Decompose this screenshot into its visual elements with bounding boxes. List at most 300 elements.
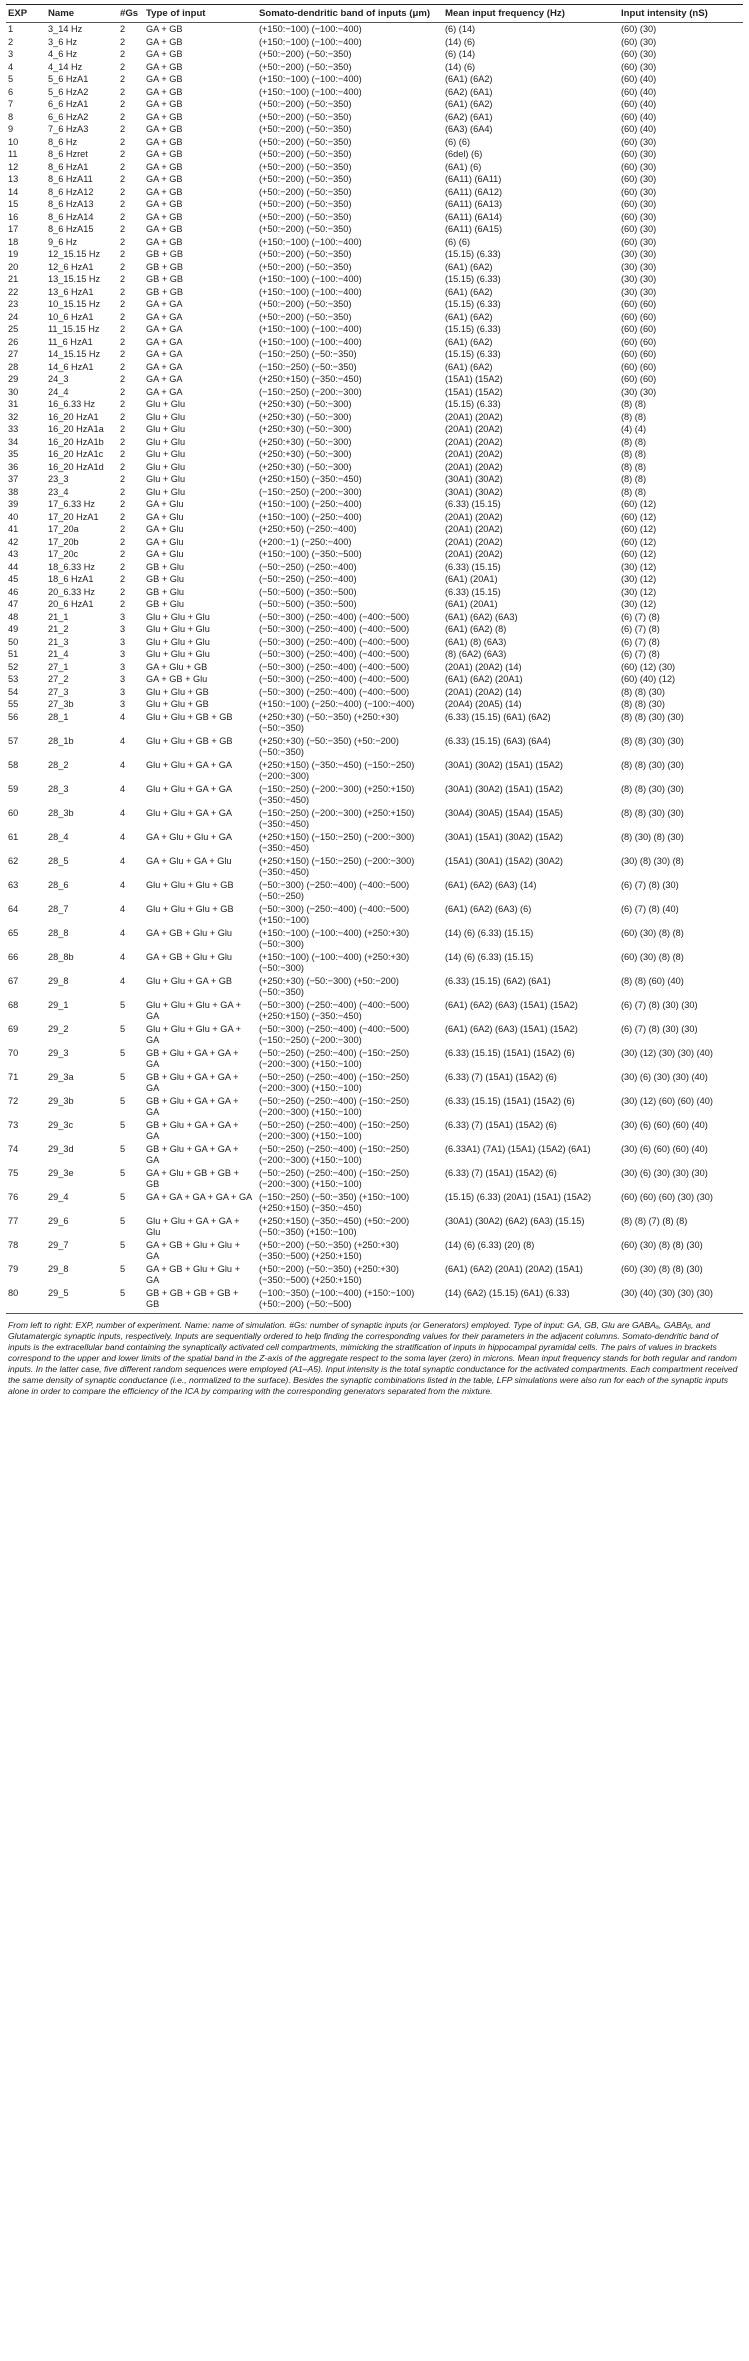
table-row: [6, 198, 743, 211]
cell-somato-dendritic-band: (−50:−250) (−250:−400) (−150:−250) (−200:−300) (+150:−100): [259, 1119, 410, 1141]
cell-exp: 34: [8, 436, 19, 447]
table-row: [6, 759, 743, 783]
cell-type-of-input: Glu + Glu + Glu + GB: [146, 903, 234, 914]
cell-name: 23_3: [48, 474, 69, 484]
cell-mean-input-frequency: (6A1) (6A2) (6A3) (6): [445, 903, 532, 914]
cell-exp: 71: [8, 1071, 19, 1082]
cell-gs: 5: [120, 1239, 126, 1250]
cell-mean-input-frequency: (6.33) (15.15) (6A1) (6A2): [445, 711, 551, 722]
cell-type-of-input: GA + Glu: [146, 524, 184, 534]
cell-input-intensity: (60) (60): [621, 299, 657, 309]
table-row: [6, 286, 743, 299]
cell-mean-input-frequency: (6A1) (6A2): [445, 74, 493, 84]
table-row: [6, 686, 743, 699]
header-somato-dendritic-band: Somato-dendritic band of inputs (μm): [257, 5, 443, 23]
cell-name: 28_1: [48, 711, 69, 722]
table-row: [6, 975, 743, 999]
cell-type-of-input: Glu + Glu + Glu + GA + GA: [146, 999, 241, 1021]
cell-name: 21_4: [48, 649, 69, 659]
cell-name: 3_6 Hz: [48, 36, 78, 47]
cell-somato-dendritic-band: (−50:−300) (−250:−400) (−400:−500): [259, 636, 410, 647]
cell-mean-input-frequency: (15A1) (15A2): [445, 386, 503, 397]
cell-gs: 4: [120, 735, 126, 746]
cell-input-intensity: (60) (30): [621, 199, 657, 209]
cell-input-intensity: (60) (40): [621, 111, 657, 122]
cell-exp: 80: [6, 1287, 46, 1314]
cell-exp: 37: [8, 474, 19, 484]
cell-input-intensity: (30) (30): [621, 274, 657, 284]
cell-type-of-input: GB + Glu: [146, 561, 185, 572]
cell-somato-dendritic-band: (−100:−350) (−100:−400) (+150:−100) (+50:−200) (−50:−500): [257, 1287, 443, 1314]
header-type-of-input: Type of input: [144, 5, 257, 23]
cell-input-intensity: (6) (7) (8) (30) (30): [621, 1023, 698, 1034]
cell-type-of-input: GA + GB: [146, 199, 183, 209]
cell-somato-dendritic-band: (−50:−300) (−250:−400) (−400:−500): [259, 686, 410, 697]
cell-name: 27_3: [48, 686, 69, 697]
cell-input-intensity: (60) (40): [621, 99, 657, 109]
cell-type-of-input: GA + GB: [146, 236, 183, 247]
cell-mean-input-frequency: (20A1) (20A2): [445, 449, 503, 459]
cell-somato-dendritic-band: (+250:+30) (−50:−300) (+50:−200) (−50:−350): [259, 975, 399, 997]
cell-somato-dendritic-band: (+50:−200) (−50:−350): [259, 311, 352, 322]
cell-input-intensity: (8) (8): [621, 399, 647, 409]
cell-mean-input-frequency: (6.33) (15.15): [445, 499, 501, 509]
cell-gs: 2: [120, 436, 126, 447]
cell-exp: 55: [8, 699, 19, 709]
table-row: [6, 999, 743, 1023]
table-row: [6, 698, 743, 711]
cell-exp: 19: [8, 249, 19, 259]
table-row: [6, 236, 743, 249]
cell-input-intensity: (60) (12): [621, 524, 657, 534]
cell-mean-input-frequency: (6A2) (6A1): [445, 86, 493, 97]
cell-somato-dendritic-band: (−50:−300) (−250:−400) (−400:−500) (+150:−100): [259, 903, 410, 925]
cell-input-intensity: (30) (12) (60) (60) (40): [621, 1095, 713, 1106]
table-row: [6, 211, 743, 224]
cell-type-of-input: GB + Glu + GA + GA + GA: [146, 1071, 239, 1093]
cell-gs: 2: [120, 524, 126, 534]
cell-input-intensity: (30) (6) (30) (30) (30): [621, 1167, 708, 1178]
cell-name: 24_3: [48, 374, 69, 384]
cell-name: 29_7: [48, 1239, 69, 1250]
table-row: [6, 373, 743, 386]
cell-type-of-input: GB + Glu + GA + GA + GA: [146, 1047, 239, 1069]
cell-input-intensity: (60) (30): [621, 36, 657, 47]
cell-somato-dendritic-band: (−50:−300) (−250:−400) (−400:−500) (+250:+150) (−350:−450): [259, 999, 410, 1021]
table-body: [6, 23, 743, 1314]
table-row: [6, 336, 743, 349]
cell-name: 11_15.15 Hz: [48, 324, 100, 334]
cell-name: 28_6: [48, 879, 69, 890]
cell-mean-input-frequency: (6.33A1) (7A1) (15A1) (15A2) (6A1): [445, 1143, 591, 1154]
cell-exp: 58: [8, 759, 19, 770]
table-row: [6, 855, 743, 879]
cell-name: 11_6 HzA1: [48, 336, 93, 347]
table-row: [6, 461, 743, 474]
cell-gs: 5: [120, 1215, 126, 1226]
cell-type-of-input: GA + GA: [146, 324, 183, 334]
cell-name: 18_6.33 Hz: [48, 561, 95, 572]
cell-name: 8_6 HzA1: [48, 161, 89, 172]
cell-input-intensity: (60) (30): [621, 49, 657, 59]
cell-type-of-input: GA + GB + Glu + Glu + GA: [146, 1239, 240, 1261]
cell-mean-input-frequency: (6A1) (6A2) (6A3) (14): [445, 879, 537, 890]
cell-gs: 2: [120, 74, 126, 84]
cell-gs: 2: [120, 236, 126, 247]
cell-input-intensity: (30) (12): [621, 574, 657, 584]
cell-input-intensity: (60) (12): [621, 536, 657, 547]
cell-type-of-input: Glu + Glu + Glu: [146, 624, 210, 634]
cell-input-intensity: (6) (7) (8): [621, 649, 660, 659]
cell-mean-input-frequency: (20A1) (20A2) (14): [445, 661, 522, 672]
cell-exp: 9: [8, 124, 14, 134]
cell-name: 16_6.33 Hz: [48, 399, 95, 409]
cell-input-intensity: (8) (8) (30) (30): [621, 735, 684, 746]
cell-exp: 17: [8, 224, 19, 234]
cell-name: 20_6 HzA1: [48, 599, 94, 609]
table-row: [6, 711, 743, 735]
cell-input-intensity: (60) (30): [621, 136, 657, 147]
cell-mean-input-frequency: (6) (6): [445, 136, 471, 147]
cell-name: 14_15.15 Hz: [48, 349, 101, 359]
cell-gs: 2: [120, 186, 126, 197]
cell-somato-dendritic-band: (+150:−100) (−100:−400) (+250:+30) (−50:−300): [259, 927, 410, 949]
cell-mean-input-frequency: (20A1) (20A2): [445, 461, 503, 472]
cell-name: 29_3e: [48, 1167, 74, 1178]
cell-somato-dendritic-band: (+150:−100) (−100:−400): [259, 36, 362, 47]
table-row: [6, 436, 743, 449]
cell-type-of-input: GA + GB: [146, 124, 183, 134]
cell-type-of-input: GA + GB: [146, 224, 183, 234]
cell-gs: 5: [120, 1047, 126, 1058]
table-row: [6, 36, 743, 49]
cell-gs: 2: [120, 574, 126, 584]
cell-type-of-input: GA + GA + GA + GA + GA: [146, 1191, 253, 1202]
cell-input-intensity: (6) (7) (8) (40): [621, 903, 679, 914]
cell-name: 23_4: [48, 486, 69, 497]
cell-gs: 2: [120, 211, 126, 222]
cell-exp: 40: [8, 511, 19, 522]
cell-type-of-input: GA + GB: [146, 149, 183, 159]
cell-exp: 79: [8, 1263, 19, 1274]
table-row: [6, 735, 743, 759]
cell-input-intensity: (8) (30) (8) (30): [621, 831, 684, 842]
cell-mean-input-frequency: (8) (6A2) (6A3): [445, 649, 507, 659]
cell-gs: 2: [120, 161, 126, 172]
cell-exp: 49: [8, 624, 19, 634]
experiments-table: [6, 4, 743, 1314]
cell-exp: 15: [8, 199, 19, 209]
cell-gs: 4: [120, 807, 126, 818]
cell-gs: 2: [120, 499, 126, 509]
cell-name: 16_20 HzA1b: [48, 436, 104, 447]
cell-mean-input-frequency: (14) (6) (6.33) (20) (8): [445, 1239, 535, 1250]
cell-exp: 68: [8, 999, 19, 1010]
table-row: [6, 161, 743, 174]
cell-input-intensity: (8) (8) (30): [621, 699, 665, 709]
cell-name: 8_6 HzA12: [48, 186, 94, 197]
cell-exp: 7: [8, 99, 14, 109]
cell-exp: 3: [8, 49, 14, 59]
cell-mean-input-frequency: (20A1) (20A2): [445, 436, 503, 447]
cell-type-of-input: Glu + Glu: [146, 449, 186, 459]
cell-somato-dendritic-band: (−50:−500) (−350:−500): [259, 586, 357, 597]
cell-input-intensity: (60) (30): [621, 236, 657, 247]
cell-somato-dendritic-band: (−50:−250) (−250:−400) (−150:−250) (−200:−300) (+150:−100): [259, 1095, 410, 1117]
cell-exp: 44: [8, 561, 19, 572]
table-row: [6, 61, 743, 74]
cell-input-intensity: (60) (60) (60) (30) (30): [621, 1191, 713, 1202]
cell-exp: 70: [8, 1047, 19, 1058]
cell-somato-dendritic-band: (−50:−250) (−250:−400): [259, 561, 357, 572]
cell-somato-dendritic-band: (−150:−250) (−200:−300): [259, 386, 362, 397]
cell-gs: 2: [120, 249, 126, 259]
cell-mean-input-frequency: (6A1) (20A1): [445, 574, 498, 584]
cell-type-of-input: GB + Glu: [146, 586, 185, 597]
cell-exp: 29: [8, 374, 19, 384]
table-row: [6, 1023, 743, 1047]
cell-exp: 31: [8, 399, 19, 409]
cell-input-intensity: (60) (60): [621, 361, 657, 372]
cell-exp: 35: [8, 449, 19, 459]
cell-exp: 27: [8, 349, 19, 359]
cell-exp: 1: [8, 24, 14, 34]
table-row: [6, 879, 743, 903]
cell-gs: 4: [120, 951, 126, 962]
cell-input-intensity: (60) (40) (12): [621, 674, 676, 684]
cell-somato-dendritic-band: (+250:+150) (−350:−450) (−150:−250) (−200:−300): [259, 759, 415, 781]
cell-somato-dendritic-band: (−50:−300) (−250:−400) (−400:−500) (−50:−250): [259, 879, 410, 901]
cell-exp: 72: [8, 1095, 19, 1106]
cell-mean-input-frequency: (30A1) (30A2) (6A2) (6A3) (15.15): [445, 1215, 585, 1226]
cell-mean-input-frequency: (20A1) (20A2) (14): [445, 686, 522, 697]
cell-exp: 64: [8, 903, 19, 914]
cell-input-intensity: (60) (30): [621, 61, 657, 72]
cell-somato-dendritic-band: (+150:−100) (−350:−500): [259, 549, 362, 559]
cell-exp: 30: [8, 386, 19, 397]
cell-name: 29_2: [48, 1023, 69, 1034]
table-row: [6, 48, 743, 61]
cell-somato-dendritic-band: (+50:−200) (−50:−350): [259, 224, 352, 234]
cell-mean-input-frequency: (6.33) (7) (15A1) (15A2) (6): [445, 1119, 557, 1130]
cell-input-intensity: (60) (30) (8) (8): [621, 951, 684, 962]
cell-somato-dendritic-band: (−150:−250) (−50:−350): [259, 361, 357, 372]
table-row: [6, 223, 743, 236]
table-row: [6, 1215, 743, 1239]
cell-mean-input-frequency: (20A1) (20A2): [445, 511, 503, 522]
cell-gs: 2: [120, 49, 126, 59]
cell-type-of-input: GA + Glu + GA + Glu: [146, 855, 232, 866]
cell-type-of-input: GA + Glu + GB + GB + GB: [146, 1167, 239, 1189]
table-row: [6, 311, 743, 324]
table-row: [6, 1191, 743, 1215]
cell-somato-dendritic-band: (+150:−100) (−250:−400): [259, 511, 362, 522]
cell-somato-dendritic-band: (+50:−200) (−50:−350): [259, 111, 352, 122]
cell-exp: 33: [8, 424, 19, 434]
cell-input-intensity: (30) (6) (60) (60) (40): [621, 1143, 708, 1154]
cell-exp: 61: [8, 831, 19, 842]
cell-exp: 63: [8, 879, 19, 890]
cell-mean-input-frequency: (6.33) (15.15) (6A3) (6A4): [445, 735, 551, 746]
cell-somato-dendritic-band: (+50:−200) (−50:−350) (+250:+30) (−350:−500) (+250:+150): [259, 1239, 399, 1261]
table-row: [6, 648, 743, 661]
cell-exp: 22: [8, 286, 19, 297]
cell-name: 10_6 HzA1: [48, 311, 94, 322]
cell-mean-input-frequency: (15.15) (6.33): [445, 274, 501, 284]
cell-somato-dendritic-band: (+50:−200) (−50:−350): [259, 161, 352, 172]
cell-somato-dendritic-band: (+150:−100) (−250:−400): [259, 499, 362, 509]
cell-name: 7_6 HzA3: [48, 124, 89, 134]
table-row: [6, 111, 743, 124]
cell-input-intensity: (60) (30): [621, 224, 657, 234]
cell-gs: 2: [120, 149, 126, 159]
cell-mean-input-frequency: (6A1) (6A2) (6A3) (15A1) (15A2): [445, 999, 578, 1010]
cell-type-of-input: GA + GB + Glu + Glu: [146, 927, 233, 938]
cell-gs: 3: [120, 611, 126, 622]
cell-mean-input-frequency: (6A1) (6A2): [445, 336, 493, 347]
cell-gs: 4: [120, 975, 126, 986]
cell-input-intensity: (6) (7) (8) (30): [621, 879, 679, 890]
cell-name: 29_8: [48, 1263, 69, 1274]
cell-exp: 76: [8, 1191, 19, 1202]
cell-mean-input-frequency: (6.33) (7) (15A1) (15A2) (6): [445, 1167, 557, 1178]
cell-somato-dendritic-band: (−50:−300) (−250:−400) (−400:−500): [259, 624, 410, 634]
cell-gs: 4: [120, 831, 126, 842]
cell-type-of-input: GA + GA: [146, 311, 183, 322]
table-row: [6, 598, 743, 611]
cell-exp: 25: [8, 324, 19, 334]
cell-mean-input-frequency: (14) (6A2) (15.15) (6A1) (6.33): [443, 1287, 619, 1314]
cell-somato-dendritic-band: (+50:−200) (−50:−350): [259, 61, 352, 72]
cell-type-of-input: GA + GB: [146, 49, 183, 59]
cell-mean-input-frequency: (15.15) (6.33): [445, 249, 501, 259]
cell-type-of-input: GB + Glu + GA + GA + GA: [146, 1095, 239, 1117]
cell-type-of-input: GA + Glu + GB: [146, 661, 208, 672]
cell-mean-input-frequency: (30A1) (15A1) (30A2) (15A2): [445, 831, 563, 842]
table-row: [6, 423, 743, 436]
cell-mean-input-frequency: (6A3) (6A4): [445, 124, 493, 134]
cell-input-intensity: (8) (8): [621, 474, 647, 484]
cell-mean-input-frequency: (6A1) (6A2): [445, 311, 493, 322]
cell-input-intensity: (60) (40): [621, 86, 657, 97]
cell-name: 27_2: [48, 674, 69, 684]
cell-input-intensity: (30) (30): [621, 249, 657, 259]
cell-gs: 2: [120, 299, 126, 309]
cell-exp: 23: [8, 299, 19, 309]
cell-mean-input-frequency: (20A1) (20A2): [445, 424, 503, 434]
cell-mean-input-frequency: (6A11) (6A12): [445, 186, 503, 197]
cell-somato-dendritic-band: (+50:−200) (−50:−350) (+250:+30) (−350:−500) (+250:+150): [259, 1263, 399, 1285]
cell-exp: 62: [8, 855, 19, 866]
cell-input-intensity: (30) (30): [621, 286, 657, 297]
cell-name: 6_6 HzA2: [48, 111, 89, 122]
cell-somato-dendritic-band: (+250:+30) (−50:−350) (+50:−200) (−50:−350): [259, 735, 399, 757]
cell-name: 6_6 HzA1: [48, 99, 89, 109]
cell-name: 28_8b: [48, 951, 74, 962]
cell-input-intensity: (8) (8) (30) (30): [621, 711, 684, 722]
cell-type-of-input: GA + GA: [146, 361, 183, 372]
cell-input-intensity: (6) (7) (8): [621, 624, 660, 634]
cell-gs: 2: [120, 486, 126, 497]
cell-type-of-input: GA + GB + Glu + Glu: [146, 951, 233, 962]
cell-type-of-input: Glu + Glu + GA + GA: [146, 807, 233, 818]
cell-somato-dendritic-band: (+150:−100) (−100:−400): [259, 286, 362, 297]
cell-somato-dendritic-band: (+150:−100) (−100:−400) (+250:+30) (−50:−300): [259, 951, 410, 973]
cell-exp: 78: [8, 1239, 19, 1250]
cell-exp: 21: [8, 274, 19, 284]
cell-name: 29_3d: [48, 1143, 74, 1154]
cell-exp: 48: [8, 611, 19, 622]
cell-somato-dendritic-band: (−50:−300) (−250:−400) (−400:−500): [259, 611, 410, 622]
cell-input-intensity: (30) (40) (30) (30) (30): [619, 1287, 743, 1314]
cell-exp: 74: [8, 1143, 19, 1154]
header-mean-input-frequency: Mean input frequency (Hz): [443, 5, 619, 23]
header-input-intensity: Input intensity (nS): [619, 5, 743, 23]
cell-type-of-input: GA + Glu: [146, 511, 184, 522]
cell-mean-input-frequency: (14) (6) (6.33) (15.15): [445, 951, 534, 962]
cell-somato-dendritic-band: (−50:−250) (−250:−400) (−150:−250) (−200:−300) (+150:−100): [259, 1143, 410, 1165]
cell-name: 17_20b: [48, 536, 79, 547]
cell-gs: 2: [120, 136, 126, 147]
cell-somato-dendritic-band: (+250:+30) (−50:−300): [259, 411, 352, 422]
cell-mean-input-frequency: (6) (6): [445, 236, 471, 247]
cell-somato-dendritic-band: (+250:+150) (−150:−250) (−200:−300) (−350:−450): [259, 855, 415, 877]
cell-somato-dendritic-band: (−50:−300) (−250:−400) (−400:−500): [259, 674, 410, 684]
table-row: [6, 136, 743, 149]
cell-somato-dendritic-band: (−150:−250) (−200:−300) (+250:+150) (−350:−450): [259, 783, 415, 805]
cell-name: 5_6 HzA1: [48, 74, 89, 84]
cell-exp: 43: [8, 549, 19, 559]
cell-name: 16_20 HzA1: [48, 411, 99, 422]
cell-exp: 8: [8, 111, 14, 122]
cell-gs: 2: [120, 174, 126, 184]
cell-name: 29_5: [46, 1287, 118, 1314]
cell-mean-input-frequency: (6del) (6): [445, 149, 483, 159]
cell-name: 29_4: [48, 1191, 69, 1202]
cell-input-intensity: (8) (8) (30): [621, 686, 665, 697]
cell-input-intensity: (60) (30) (8) (8) (30): [621, 1263, 703, 1274]
cell-exp: 46: [8, 586, 19, 597]
table-row: [6, 398, 743, 411]
cell-type-of-input: GA + Glu: [146, 549, 184, 559]
cell-input-intensity: (8) (8): [621, 461, 647, 472]
cell-input-intensity: (6) (7) (8) (30) (30): [621, 999, 698, 1010]
cell-exp: 5: [8, 74, 14, 84]
cell-type-of-input: GA + Glu: [146, 499, 184, 509]
cell-gs: 5: [120, 1071, 126, 1082]
cell-type-of-input: GA + GB: [146, 99, 183, 109]
table-row: [6, 1047, 743, 1071]
cell-somato-dendritic-band: (−50:−500) (−350:−500): [259, 599, 357, 609]
cell-somato-dendritic-band: (−150:−250) (−50:−350) (+150:−100) (+250:+150) (−350:−450): [259, 1191, 410, 1213]
cell-exp: 75: [8, 1167, 19, 1178]
cell-type-of-input: Glu + Glu + Glu: [146, 636, 210, 647]
cell-exp: 59: [8, 783, 19, 794]
cell-input-intensity: (30) (12): [621, 586, 657, 597]
cell-somato-dendritic-band: (+200:−1) (−250:−400): [259, 536, 352, 547]
table-row: [6, 186, 743, 199]
cell-type-of-input: GB + Glu: [146, 574, 185, 584]
cell-mean-input-frequency: (6.33) (15.15) (6A2) (6A1): [445, 975, 551, 986]
cell-name: 28_7: [48, 903, 69, 914]
table-row: [6, 623, 743, 636]
cell-somato-dendritic-band: (+50:−200) (−50:−350): [259, 199, 352, 209]
cell-gs: 2: [120, 274, 126, 284]
cell-exp: 73: [8, 1119, 19, 1130]
cell-exp: 66: [8, 951, 19, 962]
cell-somato-dendritic-band: (+150:−100) (−250:−400) (−100:−400): [259, 699, 415, 709]
cell-somato-dendritic-band: (+50:−200) (−50:−350): [259, 49, 352, 59]
